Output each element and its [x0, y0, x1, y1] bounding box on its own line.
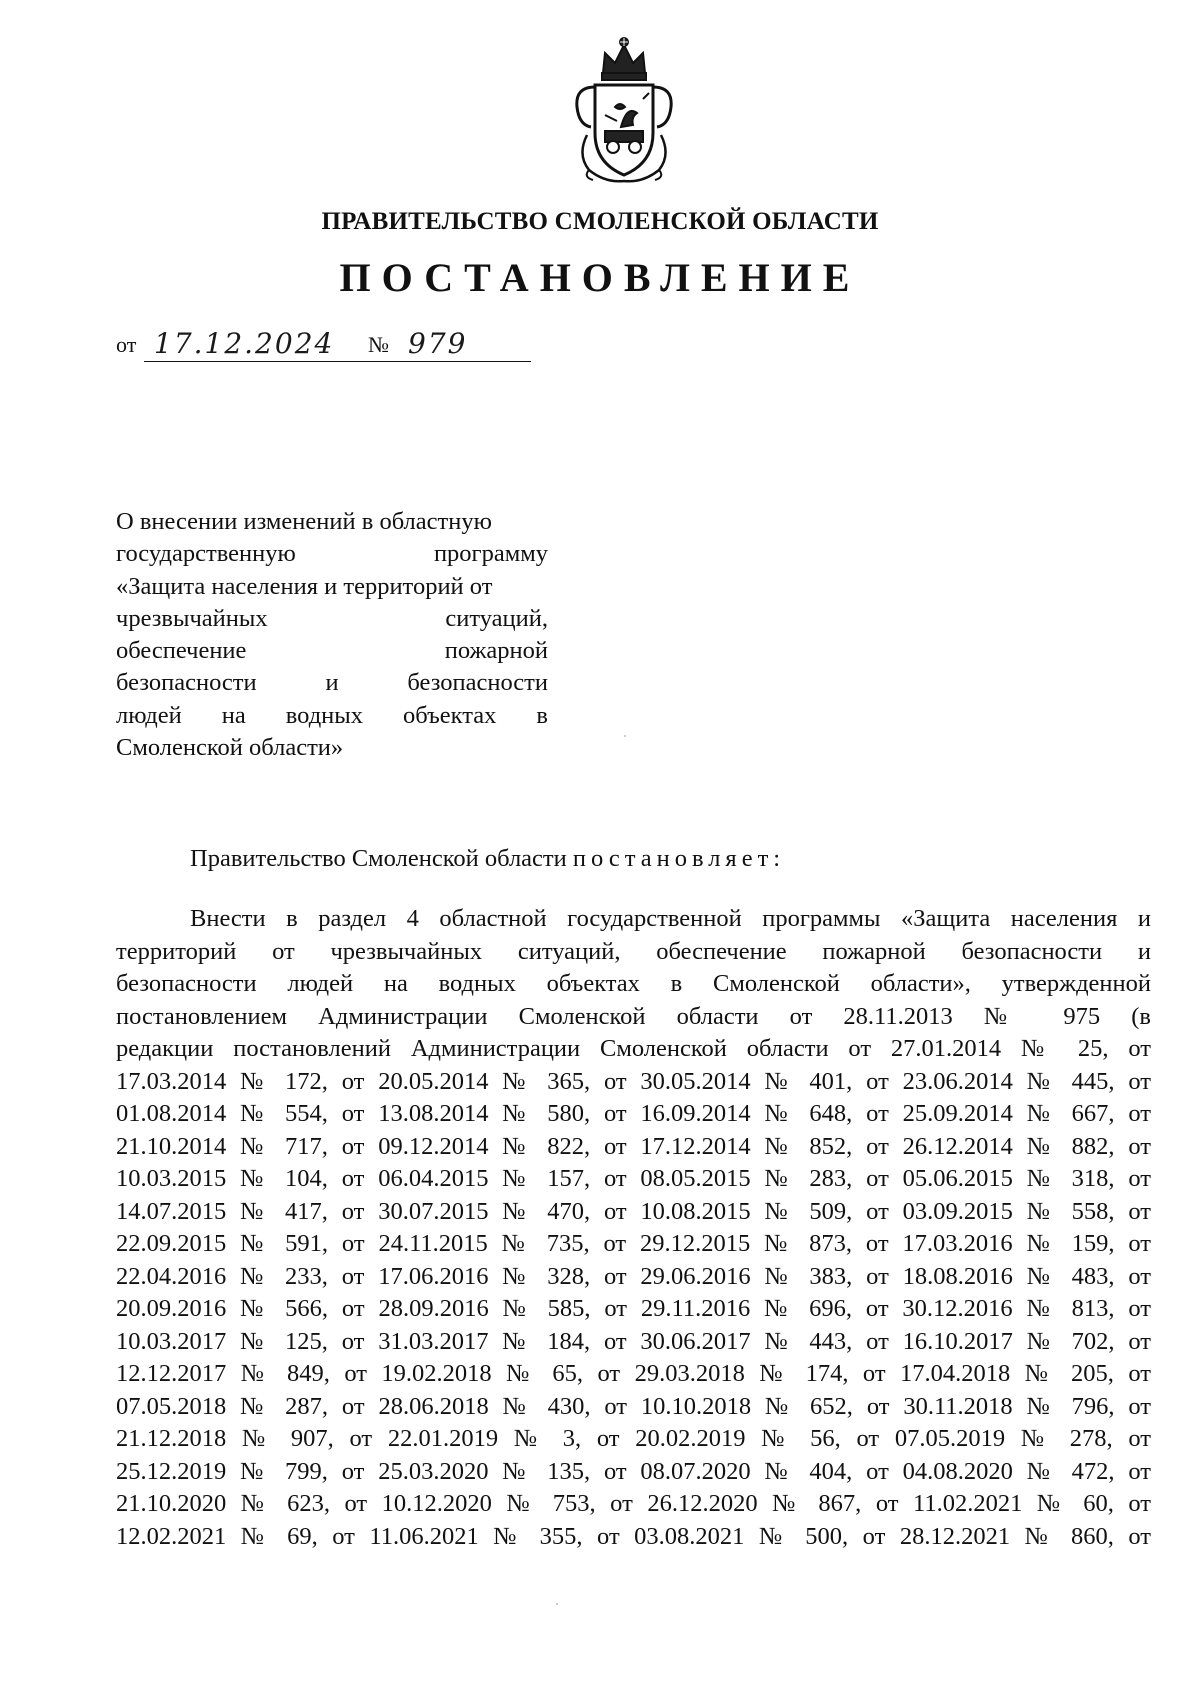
scan-speck — [624, 735, 626, 737]
body-line: 25.12.2019 № 799, от 25.03.2020 № 135, от 08.07.2020 № 404, от 04.08.2020 № 472, от — [116, 1457, 1151, 1485]
document-subject — [116, 506, 548, 764]
body-line: территорий от чрезвычайных ситуаций, обеспечение пожарной безопасности и — [116, 937, 1151, 965]
handwritten-number: 979 — [408, 327, 468, 360]
body-line: 01.08.2014 № 554, от 13.08.2014 № 580, от 16.09.2014 № 648, от 25.09.2014 № 667, от — [116, 1100, 1151, 1127]
body-line: 14.07.2015 № 417, от 30.07.2015 № 470, от 10.08.2015 № 509, от 03.09.2015 № 558, от — [116, 1197, 1151, 1225]
body-line: 20.09.2016 № 566, от 28.09.2016 № 585, от 29.11.2016 № 696, от 30.12.2016 № 813, от — [116, 1295, 1151, 1322]
resolves-prefix: Правительство Смоленской области — [190, 845, 573, 872]
body-line: редакции постановлений Администрации Смоленской области от 27.01.2014 № 25, от — [116, 1035, 1151, 1062]
body-paragraph — [116, 903, 1151, 1553]
body-line: 12.12.2017 № 849, от 19.02.2018 № 65, от 29.03.2018 № 174, от 17.04.2018 № 205, от — [116, 1360, 1151, 1387]
body-line: 22.09.2015 № 591, от 24.11.2015 № 735, от 29.12.2015 № 873, от 17.03.2016 № 159, от — [116, 1230, 1151, 1257]
body-line: 07.05.2018 № 287, от 28.06.2018 № 430, от 10.10.2018 № 652, от 30.11.2018 № 796, от — [116, 1392, 1151, 1420]
government-title: ПРАВИТЕЛЬСТВО СМОЛЕНСКОЙ ОБЛАСТИ — [321, 208, 879, 235]
number-label: № — [362, 332, 395, 358]
body-line: 21.10.2020 № 623, от 10.12.2020 № 753, от 26.12.2020 № 867, от 11.02.2021 № 60, от — [116, 1490, 1151, 1517]
subject-line: людей на водных объектах в — [116, 701, 548, 729]
handwritten-date: 17.12.2024 — [154, 327, 335, 360]
body-line: безопасности людей на водных объектах в Смоленской области», утвержденной — [116, 970, 1151, 997]
body-line: постановлением Администрации Смоленской области от 28.11.2013 № 975 (в — [116, 1002, 1151, 1030]
subject-line: О внесении изменений в областную — [116, 508, 492, 535]
body-line: 22.04.2016 № 233, от 17.06.2016 № 328, от 29.06.2016 № 383, от 18.08.2016 № 483, от — [116, 1262, 1151, 1290]
number-underline — [404, 361, 531, 362]
resolves-line — [190, 845, 785, 873]
body-line: 10.03.2015 № 104, от 06.04.2015 № 157, от 08.05.2015 № 283, от 05.06.2015 № 318, от — [116, 1165, 1151, 1192]
body-line: 17.03.2014 № 172, от 20.05.2014 № 365, от 30.05.2014 № 401, от 23.06.2014 № 445, от — [116, 1067, 1151, 1095]
subject-line: государственную программу — [116, 540, 548, 568]
subject-line: чрезвычайных ситуаций, — [116, 604, 548, 632]
scan-speck — [556, 1603, 558, 1605]
subject-line: безопасности и безопасности — [116, 669, 548, 697]
subject-line: «Защита населения и территорий от — [116, 572, 493, 600]
date-from-label: от — [116, 332, 137, 357]
smolensk-coat-of-arms-icon — [565, 35, 683, 185]
subject-line: обеспечение пожарной — [116, 637, 548, 665]
subject-line: Смоленской области» — [116, 734, 344, 762]
body-line: 21.10.2014 № 717, от 09.12.2014 № 822, от 17.12.2014 № 852, от 26.12.2014 № 882, от — [116, 1132, 1151, 1160]
body-line: 21.12.2018 № 907, от 22.01.2019 № 3, от 20.02.2019 № 56, от 07.05.2019 № 278, от — [116, 1425, 1151, 1452]
body-line: 12.02.2021 № 69, от 11.06.2021 № 355, от 03.08.2021 № 500, от 28.12.2021 № 860, от — [116, 1522, 1151, 1550]
resolves-spaced-word: постановляет: — [572, 845, 786, 872]
date-number-line — [116, 322, 556, 362]
body-line: Внести в раздел 4 областной государственной программы «Защита населения и — [190, 905, 1151, 932]
body-line: 10.03.2017 № 125, от 31.03.2017 № 184, от 30.06.2017 № 443, от 16.10.2017 № 702, от — [116, 1327, 1151, 1355]
document-type: ПОСТАНОВЛЕНИЕ — [339, 255, 861, 300]
